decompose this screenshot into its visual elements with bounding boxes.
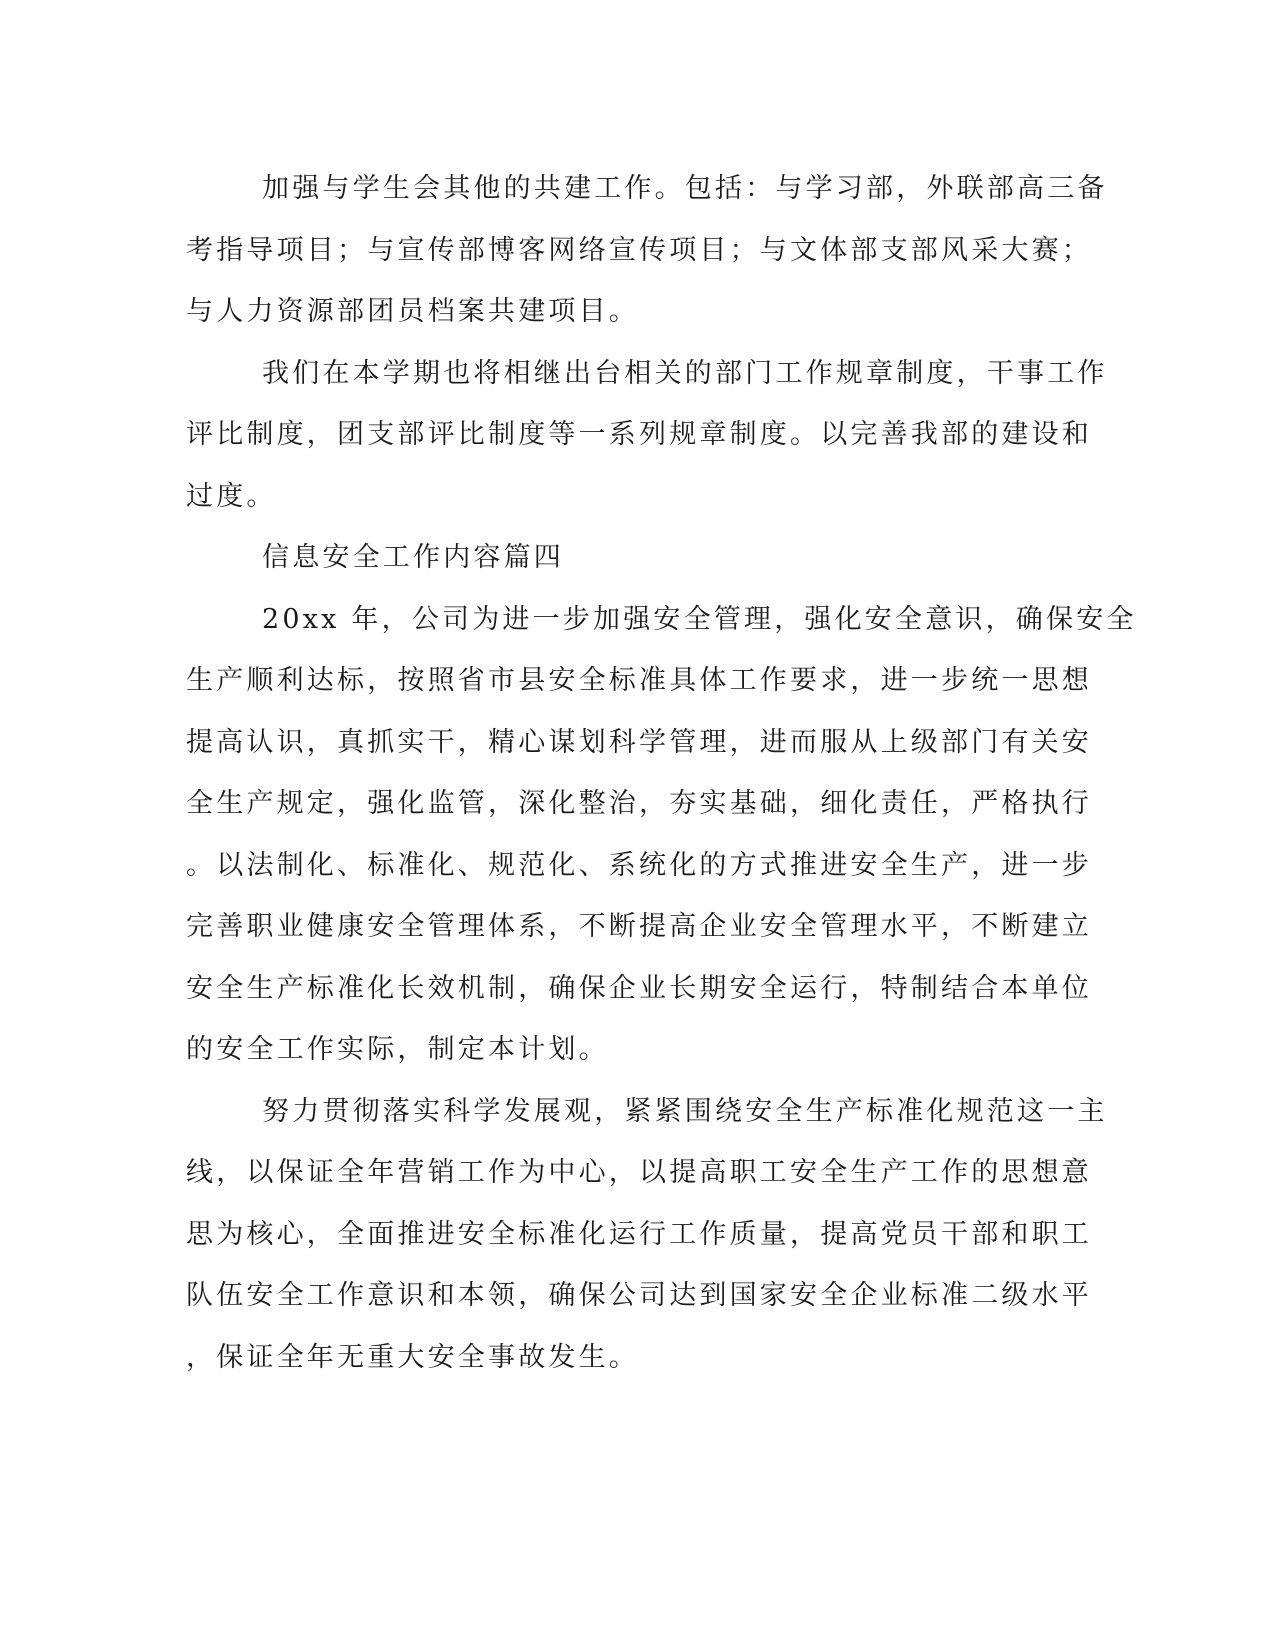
text-line: 完善职业健康安全管理体系，不断提高企业安全管理水平，不断建立: [186, 911, 1092, 942]
text-line: 考指导项目；与宣传部博客网络宣传项目；与文体部支部风采大赛；: [186, 234, 1092, 266]
text-line: 我们在本学期也将相继出台相关的部门工作规章制度，干事工作: [262, 357, 1108, 389]
text-line: 评比制度，团支部评比制度等一系列规章制度。以完善我部的建设和: [186, 419, 1092, 450]
text-line: ，保证全年无重大安全事故发生。: [186, 1341, 639, 1373]
text-line: 线，以保证全年营销工作为中心，以提高职工安全生产工作的思想意: [186, 1157, 1092, 1188]
text-line: 队伍安全工作意识和本领，确保公司达到国家安全企业标准二级水平: [186, 1280, 1092, 1311]
text-line: 过度。: [186, 480, 277, 512]
text-line: 思为核心，全面推进安全标准化运行工作质量，提高党员干部和职工: [186, 1218, 1092, 1250]
text-line: 安全生产标准化长效机制，确保企业长期安全运行，特制结合本单位: [186, 972, 1092, 1004]
text-line: 提高认识，真抓实干，精心谋划科学管理，进而服从上级部门有关安: [186, 726, 1092, 758]
text-line: 全生产规定，强化监管，深化整治，夯实基础，细化责任，严格执行: [186, 788, 1092, 819]
document-body: [186, 158, 1137, 1388]
text-line: 与人力资源部团员档案共建项目。: [186, 296, 639, 327]
text-line: 努力贯彻落实科学发展观，紧紧围绕安全生产标准化规范这一主: [262, 1095, 1108, 1127]
text-line: 20xx 年，公司为进一步加强安全管理，强化安全意识，确保安全: [262, 603, 1137, 635]
section-heading: 信息安全工作内容篇四: [262, 542, 564, 573]
text-line: 加强与学生会其他的共建工作。包括：与学习部，外联部高三备: [262, 173, 1108, 204]
text-line: 的安全工作实际，制定本计划。: [186, 1034, 609, 1065]
text-line: 。以法制化、标准化、规范化、系统化的方式推进安全生产，进一步: [186, 849, 1092, 881]
text-line: 生产顺利达标，按照省市县安全标准具体工作要求，进一步统一思想: [186, 665, 1092, 696]
